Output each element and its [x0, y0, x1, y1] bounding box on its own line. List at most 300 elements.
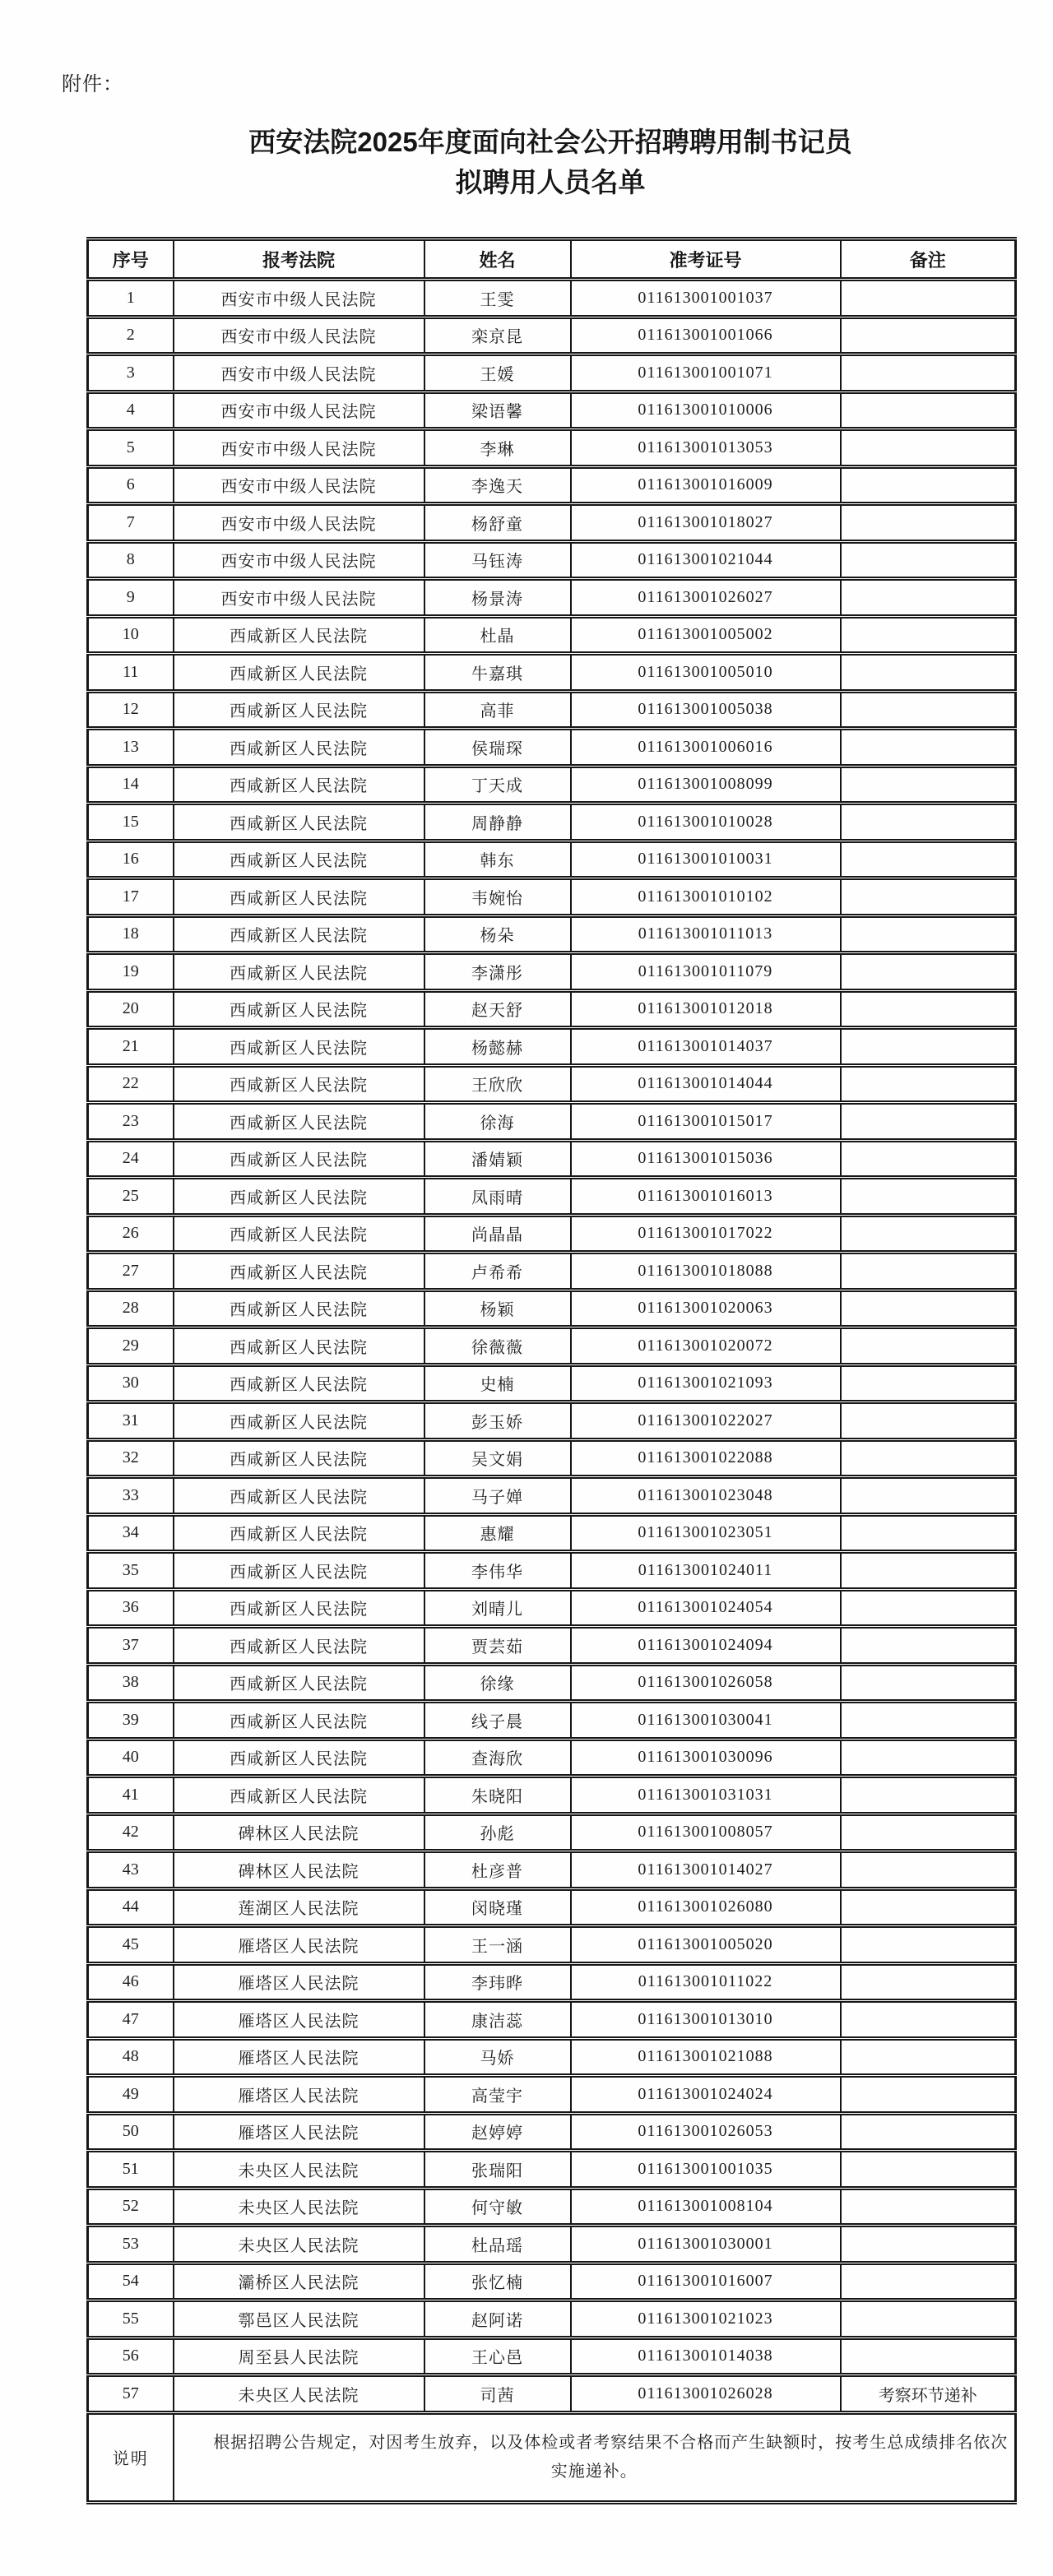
name-cell: 杜彦普 [424, 1851, 571, 1889]
table-row [88, 1777, 1016, 1814]
court-cell: 西咸新区人民法院 [174, 1028, 424, 1066]
ticket-cell: 011613001011013 [571, 915, 841, 953]
remark-cell [841, 616, 1016, 654]
remark-cell [841, 1664, 1016, 1702]
court-cell: 西咸新区人民法院 [174, 990, 424, 1028]
ticket-cell: 011613001017022 [571, 1215, 841, 1253]
remark-cell [841, 2076, 1016, 2114]
name-cell: 杨懿赫 [424, 1028, 571, 1066]
table-row [88, 504, 1016, 542]
seq-cell: 44 [88, 1888, 174, 1926]
court-cell: 雁塔区人民法院 [174, 1926, 424, 1964]
name-cell: 李伟华 [424, 1552, 571, 1590]
note-row [88, 2412, 1016, 2502]
table-row [88, 2113, 1016, 2151]
remark-cell [841, 2300, 1016, 2338]
table-row [88, 280, 1016, 317]
ticket-cell: 011613001016013 [571, 1178, 841, 1216]
court-cell: 西咸新区人民法院 [174, 1402, 424, 1440]
table-row [88, 616, 1016, 654]
table-row [88, 541, 1016, 579]
remark-cell [841, 1851, 1016, 1889]
name-cell: 惠耀 [424, 1514, 571, 1552]
court-cell: 西安市中级人民法院 [174, 466, 424, 504]
court-cell: 西咸新区人民法院 [174, 1178, 424, 1216]
remark-cell [841, 466, 1016, 504]
remark-cell [841, 1814, 1016, 1851]
ticket-cell: 011613001001071 [571, 354, 841, 392]
table-row [88, 654, 1016, 692]
remark-cell [841, 2151, 1016, 2189]
remark-cell [841, 1178, 1016, 1216]
remark-cell [841, 1589, 1016, 1627]
ticket-cell: 011613001005038 [571, 691, 841, 729]
ticket-cell: 011613001005010 [571, 654, 841, 692]
table-row [88, 1552, 1016, 1590]
court-cell: 西咸新区人民法院 [174, 1215, 424, 1253]
name-cell: 李琳 [424, 429, 571, 467]
seq-cell: 18 [88, 915, 174, 953]
ticket-cell: 011613001015036 [571, 1140, 841, 1178]
ticket-cell: 011613001010028 [571, 804, 841, 841]
ticket-cell: 011613001001035 [571, 2151, 841, 2189]
name-cell: 马钰涛 [424, 541, 571, 579]
name-cell: 刘晴儿 [424, 1589, 571, 1627]
table-row [88, 1439, 1016, 1477]
name-cell: 闵晓瑾 [424, 1888, 571, 1926]
seq-cell: 30 [88, 1364, 174, 1402]
table-row [88, 391, 1016, 429]
seq-cell: 13 [88, 729, 174, 767]
seq-cell: 33 [88, 1477, 174, 1515]
table-row [88, 1739, 1016, 1777]
ticket-cell: 011613001026080 [571, 1888, 841, 1926]
name-cell: 凤雨晴 [424, 1178, 571, 1216]
court-cell: 未央区人民法院 [174, 2151, 424, 2189]
court-cell: 西安市中级人民法院 [174, 579, 424, 617]
table-body [88, 280, 1016, 2413]
remark-cell [841, 1514, 1016, 1552]
seq-cell: 14 [88, 766, 174, 804]
seq-cell: 32 [88, 1439, 174, 1477]
name-cell: 康洁蕊 [424, 2001, 571, 2039]
court-cell: 西咸新区人民法院 [174, 953, 424, 991]
col-header-court: 报考法院 [174, 239, 424, 280]
court-cell: 西咸新区人民法院 [174, 1290, 424, 1327]
table-row [88, 691, 1016, 729]
seq-cell: 43 [88, 1851, 174, 1889]
remark-cell [841, 915, 1016, 953]
court-cell: 未央区人民法院 [174, 2375, 424, 2413]
seq-cell: 56 [88, 2337, 174, 2375]
seq-cell: 28 [88, 1290, 174, 1327]
seq-cell: 45 [88, 1926, 174, 1964]
title-line-2: 拟聘用人员名单 [455, 167, 646, 197]
name-cell: 韦婉怡 [424, 878, 571, 916]
name-cell: 王媛 [424, 354, 571, 392]
table-row [88, 841, 1016, 878]
remark-cell [841, 504, 1016, 542]
table-row [88, 354, 1016, 392]
remark-cell [841, 990, 1016, 1028]
ticket-cell: 011613001008104 [571, 2188, 841, 2226]
table-row [88, 990, 1016, 1028]
seq-cell: 50 [88, 2113, 174, 2151]
remark-cell [841, 1028, 1016, 1066]
court-cell: 灞桥区人民法院 [174, 2263, 424, 2300]
ticket-cell: 011613001014038 [571, 2337, 841, 2375]
remark-cell [841, 1627, 1016, 1665]
name-cell: 王雯 [424, 280, 571, 317]
court-cell: 西咸新区人民法院 [174, 878, 424, 916]
remark-cell [841, 1552, 1016, 1590]
ticket-cell: 011613001014044 [571, 1065, 841, 1103]
table-row [88, 1215, 1016, 1253]
remark-cell [841, 429, 1016, 467]
seq-cell: 16 [88, 841, 174, 878]
ticket-cell: 011613001024024 [571, 2076, 841, 2114]
remark-cell [841, 1402, 1016, 1440]
col-header-remark: 备注 [841, 239, 1016, 280]
remark-cell [841, 878, 1016, 916]
court-cell: 周至县人民法院 [174, 2337, 424, 2375]
ticket-cell: 011613001030001 [571, 2226, 841, 2263]
seq-cell: 27 [88, 1253, 174, 1290]
court-cell: 西咸新区人民法院 [174, 1477, 424, 1515]
remark-cell [841, 1215, 1016, 1253]
seq-cell: 6 [88, 466, 174, 504]
seq-cell: 31 [88, 1402, 174, 1440]
name-cell: 何守敏 [424, 2188, 571, 2226]
table-row [88, 1103, 1016, 1141]
table-row [88, 1253, 1016, 1290]
court-cell: 西咸新区人民法院 [174, 766, 424, 804]
ticket-cell: 011613001026053 [571, 2113, 841, 2151]
table-row [88, 1963, 1016, 2001]
ticket-cell: 011613001021088 [571, 2038, 841, 2076]
remark-cell [841, 280, 1016, 317]
remark-cell [841, 691, 1016, 729]
ticket-cell: 011613001001037 [571, 280, 841, 317]
seq-cell: 10 [88, 616, 174, 654]
table-row [88, 1627, 1016, 1665]
table-row [88, 1814, 1016, 1851]
seq-cell: 38 [88, 1664, 174, 1702]
table-row [88, 1290, 1016, 1327]
ticket-cell: 011613001024054 [571, 1589, 841, 1627]
col-header-seq: 序号 [88, 239, 174, 280]
seq-cell: 29 [88, 1327, 174, 1365]
name-cell: 张瑞阳 [424, 2151, 571, 2189]
seq-cell: 19 [88, 953, 174, 991]
remark-cell [841, 1065, 1016, 1103]
court-cell: 西咸新区人民法院 [174, 915, 424, 953]
name-cell: 李玮晔 [424, 1963, 571, 2001]
court-cell: 莲湖区人民法院 [174, 1888, 424, 1926]
name-cell: 赵婷婷 [424, 2113, 571, 2151]
seq-cell: 35 [88, 1552, 174, 1590]
attachment-label: 附件： [62, 74, 123, 95]
remark-cell [841, 841, 1016, 878]
court-cell: 西咸新区人民法院 [174, 691, 424, 729]
table-row [88, 1702, 1016, 1740]
seq-cell: 2 [88, 317, 174, 354]
seq-cell: 12 [88, 691, 174, 729]
remark-cell [841, 1364, 1016, 1402]
table-row [88, 804, 1016, 841]
ticket-cell: 011613001013053 [571, 429, 841, 467]
remark-cell [841, 354, 1016, 392]
table-row [88, 2300, 1016, 2338]
ticket-cell: 011613001024094 [571, 1627, 841, 1665]
remark-cell: 考察环节递补 [841, 2375, 1016, 2413]
ticket-cell: 011613001014027 [571, 1851, 841, 1889]
name-cell: 徐海 [424, 1103, 571, 1141]
seq-cell: 22 [88, 1065, 174, 1103]
remark-cell [841, 1253, 1016, 1290]
court-cell: 西安市中级人民法院 [174, 391, 424, 429]
name-cell: 史楠 [424, 1364, 571, 1402]
ticket-cell: 011613001015017 [571, 1103, 841, 1141]
court-cell: 西安市中级人民法院 [174, 317, 424, 354]
remark-cell [841, 1702, 1016, 1740]
court-cell: 雁塔区人民法院 [174, 1963, 424, 2001]
court-cell: 西咸新区人民法院 [174, 841, 424, 878]
court-cell: 西咸新区人民法院 [174, 1439, 424, 1477]
table-row [88, 2375, 1016, 2413]
name-cell: 马娇 [424, 2038, 571, 2076]
table-row [88, 953, 1016, 991]
seq-cell: 37 [88, 1627, 174, 1665]
ticket-cell: 011613001016007 [571, 2263, 841, 2300]
header-row [88, 239, 1016, 280]
seq-cell: 51 [88, 2151, 174, 2189]
remark-cell [841, 1888, 1016, 1926]
seq-cell: 49 [88, 2076, 174, 2114]
name-cell: 卢希希 [424, 1253, 571, 1290]
ticket-cell: 011613001021093 [571, 1364, 841, 1402]
court-cell: 鄠邑区人民法院 [174, 2300, 424, 2338]
ticket-cell: 011613001012018 [571, 990, 841, 1028]
seq-cell: 15 [88, 804, 174, 841]
seq-cell: 40 [88, 1739, 174, 1777]
ticket-cell: 011613001008057 [571, 1814, 841, 1851]
table-row [88, 1065, 1016, 1103]
seq-cell: 42 [88, 1814, 174, 1851]
ticket-cell: 011613001020072 [571, 1327, 841, 1365]
court-cell: 西咸新区人民法院 [174, 1327, 424, 1365]
table-row [88, 1589, 1016, 1627]
ticket-cell: 011613001024011 [571, 1552, 841, 1590]
name-cell: 杜品瑶 [424, 2226, 571, 2263]
table-row [88, 915, 1016, 953]
court-cell: 西咸新区人民法院 [174, 654, 424, 692]
ticket-cell: 011613001010006 [571, 391, 841, 429]
table-row [88, 466, 1016, 504]
ticket-cell: 011613001010031 [571, 841, 841, 878]
remark-cell [841, 1477, 1016, 1515]
note-label: 说明 [88, 2412, 174, 2502]
court-cell: 西安市中级人民法院 [174, 429, 424, 467]
name-cell: 高菲 [424, 691, 571, 729]
seq-cell: 25 [88, 1178, 174, 1216]
seq-cell: 36 [88, 1589, 174, 1627]
table-row [88, 2263, 1016, 2300]
col-header-ticket: 准考证号 [571, 239, 841, 280]
ticket-cell: 011613001016009 [571, 466, 841, 504]
remark-cell [841, 1777, 1016, 1814]
seq-cell: 1 [88, 280, 174, 317]
seq-cell: 41 [88, 1777, 174, 1814]
name-cell: 司茜 [424, 2375, 571, 2413]
ticket-cell: 011613001026027 [571, 579, 841, 617]
name-cell: 杨景涛 [424, 579, 571, 617]
table-row [88, 1178, 1016, 1216]
name-cell: 赵阿诺 [424, 2300, 571, 2338]
ticket-cell: 011613001001066 [571, 317, 841, 354]
seq-cell: 53 [88, 2226, 174, 2263]
seq-cell: 9 [88, 579, 174, 617]
remark-cell [841, 2337, 1016, 2375]
remark-cell [841, 2038, 1016, 2076]
seq-cell: 11 [88, 654, 174, 692]
remark-cell [841, 317, 1016, 354]
ticket-cell: 011613001005002 [571, 616, 841, 654]
remark-cell [841, 2001, 1016, 2039]
name-cell: 王欣欣 [424, 1065, 571, 1103]
name-cell: 侯瑞琛 [424, 729, 571, 767]
ticket-cell: 011613001006016 [571, 729, 841, 767]
seq-cell: 55 [88, 2300, 174, 2338]
name-cell: 李逸天 [424, 466, 571, 504]
table-row [88, 1140, 1016, 1178]
court-cell: 雁塔区人民法院 [174, 2038, 424, 2076]
ticket-cell: 011613001031031 [571, 1777, 841, 1814]
remark-cell [841, 2188, 1016, 2226]
col-header-name: 姓名 [424, 239, 571, 280]
table-row [88, 2226, 1016, 2263]
seq-cell: 52 [88, 2188, 174, 2226]
name-cell: 杨舒童 [424, 504, 571, 542]
name-cell: 王心邑 [424, 2337, 571, 2375]
court-cell: 雁塔区人民法院 [174, 2076, 424, 2114]
remark-cell [841, 541, 1016, 579]
name-cell: 彭玉娇 [424, 1402, 571, 1440]
remark-cell [841, 1739, 1016, 1777]
ticket-cell: 011613001026028 [571, 2375, 841, 2413]
ticket-cell: 011613001023048 [571, 1477, 841, 1515]
seq-cell: 23 [88, 1103, 174, 1141]
seq-cell: 46 [88, 1963, 174, 2001]
court-cell: 西咸新区人民法院 [174, 1364, 424, 1402]
remark-cell [841, 391, 1016, 429]
court-cell: 西咸新区人民法院 [174, 1552, 424, 1590]
ticket-cell: 011613001022088 [571, 1439, 841, 1477]
remark-cell [841, 766, 1016, 804]
name-cell: 梁语馨 [424, 391, 571, 429]
remark-cell [841, 1439, 1016, 1477]
name-cell: 韩东 [424, 841, 571, 878]
name-cell: 李潇彤 [424, 953, 571, 991]
table-row [88, 1327, 1016, 1365]
name-cell: 查海欣 [424, 1739, 571, 1777]
court-cell: 西咸新区人民法院 [174, 729, 424, 767]
court-cell: 西咸新区人民法院 [174, 1065, 424, 1103]
remark-cell [841, 654, 1016, 692]
table-row [88, 1477, 1016, 1515]
name-cell: 杨颖 [424, 1290, 571, 1327]
table-row [88, 729, 1016, 767]
remark-cell [841, 1103, 1016, 1141]
ticket-cell: 011613001023051 [571, 1514, 841, 1552]
seq-cell: 57 [88, 2375, 174, 2413]
court-cell: 雁塔区人民法院 [174, 2113, 424, 2151]
ticket-cell: 011613001011022 [571, 1963, 841, 2001]
title-line-1: 西安法院2025年度面向社会公开招聘聘用制书记员 [248, 127, 852, 157]
name-cell: 潘婧颖 [424, 1140, 571, 1178]
seq-cell: 8 [88, 541, 174, 579]
table-row [88, 2151, 1016, 2189]
remark-cell [841, 1926, 1016, 1964]
ticket-cell: 011613001021044 [571, 541, 841, 579]
name-cell: 徐薇薇 [424, 1327, 571, 1365]
table-row [88, 1851, 1016, 1889]
court-cell: 西咸新区人民法院 [174, 1514, 424, 1552]
name-cell: 杨朵 [424, 915, 571, 953]
roster-table [86, 237, 1017, 2504]
name-cell: 周静静 [424, 804, 571, 841]
court-cell: 西安市中级人民法院 [174, 504, 424, 542]
ticket-cell: 011613001022027 [571, 1402, 841, 1440]
remark-cell [841, 1140, 1016, 1178]
name-cell: 马子婵 [424, 1477, 571, 1515]
name-cell: 贾芸茹 [424, 1627, 571, 1665]
court-cell: 西咸新区人民法院 [174, 1777, 424, 1814]
court-cell: 西咸新区人民法院 [174, 1589, 424, 1627]
ticket-cell: 011613001026058 [571, 1664, 841, 1702]
name-cell: 牛嘉琪 [424, 654, 571, 692]
remark-cell [841, 804, 1016, 841]
seq-cell: 17 [88, 878, 174, 916]
remark-cell [841, 1327, 1016, 1365]
name-cell: 尚晶晶 [424, 1215, 571, 1253]
remark-cell [841, 2226, 1016, 2263]
court-cell: 西咸新区人民法院 [174, 1103, 424, 1141]
court-cell: 西安市中级人民法院 [174, 280, 424, 317]
seq-cell: 3 [88, 354, 174, 392]
seq-cell: 39 [88, 1702, 174, 1740]
ticket-cell: 011613001011079 [571, 953, 841, 991]
table-row [88, 429, 1016, 467]
seq-cell: 20 [88, 990, 174, 1028]
ticket-cell: 011613001018027 [571, 504, 841, 542]
name-cell: 王一涵 [424, 1926, 571, 1964]
seq-cell: 48 [88, 2038, 174, 2076]
court-cell: 西安市中级人民法院 [174, 354, 424, 392]
remark-cell [841, 1290, 1016, 1327]
ticket-cell: 011613001013010 [571, 2001, 841, 2039]
note-text: 根据招聘公告规定，对因考生放弃，以及体检或者考察结果不合格而产生缺额时，按考生总成绩排名依次实施递补。 [174, 2412, 1016, 2502]
seq-cell: 7 [88, 504, 174, 542]
seq-cell: 34 [88, 1514, 174, 1552]
table-row [88, 579, 1016, 617]
seq-cell: 5 [88, 429, 174, 467]
remark-cell [841, 1963, 1016, 2001]
name-cell: 徐缘 [424, 1664, 571, 1702]
name-cell: 高莹宇 [424, 2076, 571, 2114]
table-row [88, 1888, 1016, 1926]
table-row [88, 878, 1016, 916]
